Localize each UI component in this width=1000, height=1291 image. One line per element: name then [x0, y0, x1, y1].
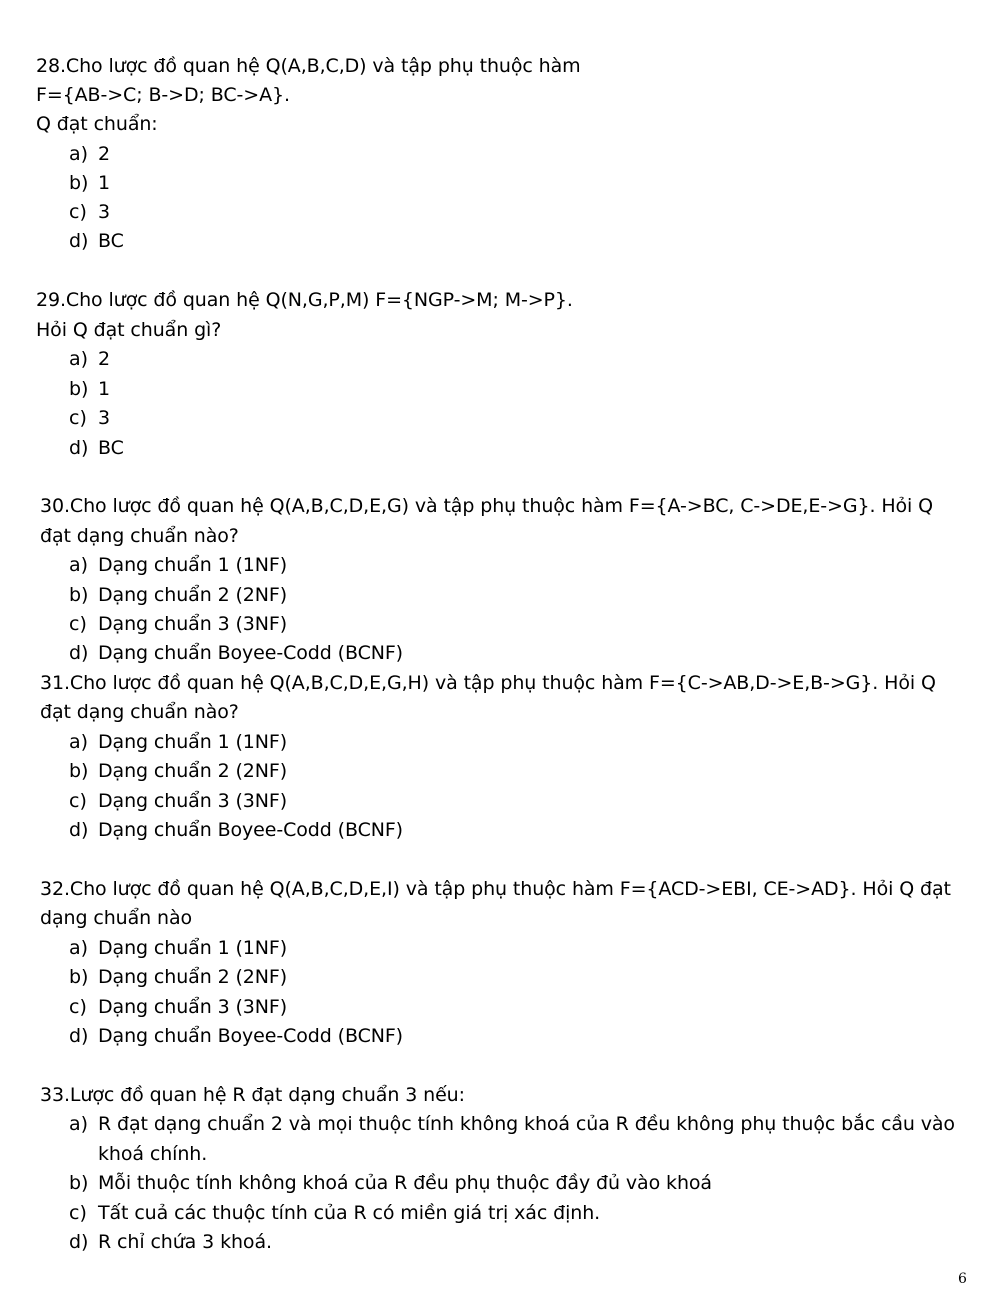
q31-option-d-text: Dạng chuẩn Boyee-Codd (BCNF)	[98, 819, 403, 841]
question-28-stem-line-2: F={AB->C; B->D; BC->A}.	[36, 84, 290, 106]
q32-option-b-text: Dạng chuẩn 2 (2NF)	[98, 966, 288, 988]
question-31-stem-line-2: đạt dạng chuẩn nào?	[40, 701, 239, 723]
q29-option-d-letter: d)	[69, 437, 89, 459]
question-32-stem-line-1: 32.Cho lược đồ quan hệ Q(A,B,C,D,E,I) và tập phụ thuộc hàm F={ACD->EBI, CE->AD}. Hỏi Q đạt	[40, 878, 951, 900]
q31-option-a-letter: a)	[69, 731, 89, 753]
question-30-stem-line-1: 30.Cho lược đồ quan hệ Q(A,B,C,D,E,G) và tập phụ thuộc hàm F={A->BC, C->DE,E->G}. Hỏi Q	[40, 495, 934, 517]
question-29-stem-line-1: 29.Cho lược đồ quan hệ Q(N,G,P,M) F={NGP->M; M->P}.	[36, 289, 573, 311]
q31-option-b-text: Dạng chuẩn 2 (2NF)	[98, 760, 288, 782]
q30-option-a-text: Dạng chuẩn 1 (1NF)	[98, 554, 288, 576]
q32-option-a-letter: a)	[69, 937, 89, 959]
q31-option-a-text: Dạng chuẩn 1 (1NF)	[98, 731, 288, 753]
q28-option-c-text: 3	[98, 201, 110, 223]
question-29-stem-line-2: Hỏi Q đạt chuẩn gì?	[36, 319, 222, 341]
q29-option-b-letter: b)	[69, 378, 89, 400]
question-28-stem-line-3: Q đạt chuẩn:	[36, 113, 158, 135]
q33-option-a-letter: a)	[69, 1113, 89, 1135]
q30-option-d-letter: d)	[69, 642, 89, 664]
q32-option-b-letter: b)	[69, 966, 89, 988]
q33-option-a-text-line-1: R đạt dạng chuẩn 2 và mọi thuộc tính không khoá của R đều không phụ thuộc bắc cầu vào	[98, 1113, 955, 1135]
q28-option-c-letter: c)	[69, 201, 87, 223]
q33-option-c-letter: c)	[69, 1202, 87, 1224]
q33-option-b-letter: b)	[69, 1172, 89, 1194]
q28-option-b-letter: b)	[69, 172, 89, 194]
q29-option-c-letter: c)	[69, 407, 87, 429]
q31-option-b-letter: b)	[69, 760, 89, 782]
q30-option-d-text: Dạng chuẩn Boyee-Codd (BCNF)	[98, 642, 403, 664]
question-31-stem-line-1: 31.Cho lược đồ quan hệ Q(A,B,C,D,E,G,H) và tập phụ thuộc hàm F={C->AB,D->E,B->G}. Hỏi Q	[40, 672, 936, 694]
q33-option-c-text: Tất cuả các thuộc tính của R có miền giá trị xác định.	[98, 1202, 601, 1224]
q30-option-b-letter: b)	[69, 584, 89, 606]
q29-option-d-text: BC	[98, 437, 124, 459]
q33-option-b-text: Mỗi thuộc tính không khoá của R đều phụ thuộc đầy đủ vào khoá	[98, 1172, 712, 1194]
q30-option-b-text: Dạng chuẩn 2 (2NF)	[98, 584, 288, 606]
q33-option-a-text-line-2: khoá chính.	[98, 1143, 208, 1165]
question-33-stem-line-1: 33.Lược đồ quan hệ R đạt dạng chuẩn 3 nếu:	[40, 1084, 465, 1106]
q30-option-c-letter: c)	[69, 613, 87, 635]
q28-option-a-letter: a)	[69, 143, 89, 165]
q28-option-b-text: 1	[98, 172, 110, 194]
q28-option-d-text: BC	[98, 230, 124, 252]
q32-option-c-text: Dạng chuẩn 3 (3NF)	[98, 996, 288, 1018]
q29-option-a-text: 2	[98, 348, 110, 370]
q32-option-c-letter: c)	[69, 996, 87, 1018]
question-32-stem-line-2: dạng chuẩn nào	[40, 907, 193, 929]
q33-option-d-letter: d)	[69, 1231, 89, 1253]
q31-option-c-letter: c)	[69, 790, 87, 812]
q28-option-d-letter: d)	[69, 230, 89, 252]
q28-option-a-text: 2	[98, 143, 110, 165]
q30-option-a-letter: a)	[69, 554, 89, 576]
question-28-stem-line-1: 28.Cho lược đồ quan hệ Q(A,B,C,D) và tập phụ thuộc hàm	[36, 55, 581, 77]
q30-option-c-text: Dạng chuẩn 3 (3NF)	[98, 613, 288, 635]
q31-option-c-text: Dạng chuẩn 3 (3NF)	[98, 790, 288, 812]
q32-option-d-text: Dạng chuẩn Boyee-Codd (BCNF)	[98, 1025, 403, 1047]
page-number: 6	[958, 1271, 967, 1287]
q29-option-c-text: 3	[98, 407, 110, 429]
q32-option-d-letter: d)	[69, 1025, 89, 1047]
q29-option-a-letter: a)	[69, 348, 89, 370]
q31-option-d-letter: d)	[69, 819, 89, 841]
q29-option-b-text: 1	[98, 378, 110, 400]
question-30-stem-line-2: đạt dạng chuẩn nào?	[40, 525, 239, 547]
q32-option-a-text: Dạng chuẩn 1 (1NF)	[98, 937, 288, 959]
q33-option-d-text: R chỉ chứa 3 khoá.	[98, 1231, 272, 1253]
